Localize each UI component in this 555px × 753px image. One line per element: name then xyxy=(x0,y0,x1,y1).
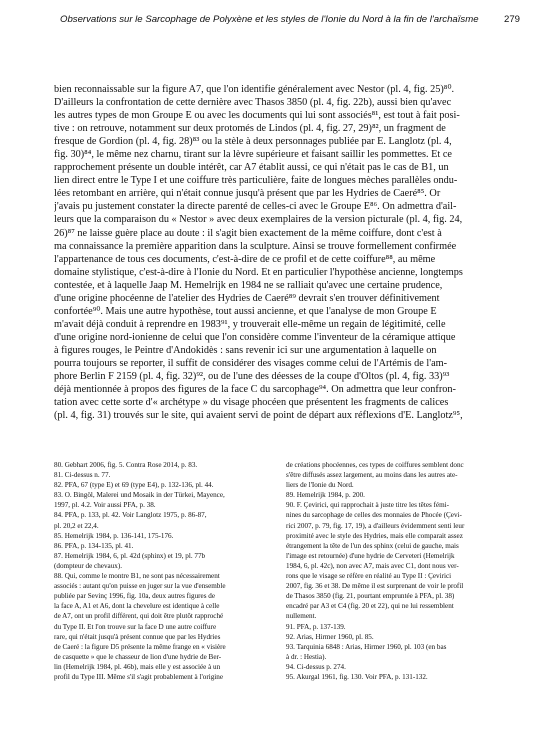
body-line: les autres types de mon Groupe E ou avec les documents qui lui sont associés⁸¹, est tout à fait posi- xyxy=(54,110,460,122)
footnote-line: de A7, ont un profil différent, qui doit être plutôt rapproché xyxy=(54,612,224,621)
footnote-line: lin (Hemelrijk 1984, pl. 46b), mais elle y est associée à un xyxy=(54,662,221,671)
body-line: D'ailleurs la confrontation de cette dernière avec Thasos 3850 (pl. 4, fig. 22b), aussi bien qu'avec xyxy=(54,97,452,109)
footnote-line: du Type II. Et l'on trouve sur la face D une autre coiffure xyxy=(54,622,217,631)
footnote-line: 92. Arias, Hirmer 1960, pl. 85. xyxy=(286,632,374,641)
body-line: tation avec cette sorte d'« archétype » du visage phocéen que présentent les fragments de calices xyxy=(54,397,449,409)
footnote-line: profil du Type III. Même s'il s'agit probablement à l'origine xyxy=(54,672,224,681)
body-line: 26)⁸⁷ ne laisse guère place au doute : il s'agit bien exactement de la même coiffure, dont c'est à xyxy=(54,227,442,239)
body-line: pourra toujours se reporter, il suffit de considérer des visages comme celui de l'Artémis de l'am- xyxy=(54,357,448,369)
footnote-line: 93. Tarquinia 6848 : Arias, Hirmer 1960, pl. 103 (en bas xyxy=(286,642,447,651)
body-line: déjà mentionnée à propos des figures de la face C du sarcophage⁹⁴. On admettra que leur confron- xyxy=(54,384,456,396)
footnote-line: de Thasos 3850 (fig. 21, pourtant empruntée à PFA, pl. 38) xyxy=(286,592,455,601)
footnote-line: 1984, 6, pl. 42c), non avec A7, mais avec C1, dont nous ver- xyxy=(286,561,459,570)
footnote-line: 82. PFA, 67 (type E) et 69 (type E4), p. 132-136, pl. 44. xyxy=(54,481,214,490)
body-line: rapprochement présente un double intérêt, car A7 établit aussi, ce qui n'était pas le cas de B1, un xyxy=(54,162,449,174)
footnote-line: rare, qui n'était jusqu'à présent connue que par les Hydries xyxy=(54,632,221,641)
body-line: ma connaissance la première apparition dans la sculpture. Ainsi se trouve formellement confirmée xyxy=(54,240,457,252)
footnote-line: pl. 20,2 et 22,4. xyxy=(54,521,99,530)
body-line: bien reconnaissable sur la figure A7, que l'on identifie généralement avec Nestor (pl. 4, fig. 25)⁸⁰. xyxy=(54,84,455,95)
footnote-line: l'image est retournée) d'une hydrie de Cerveteri (Hemelrijk xyxy=(286,551,455,560)
footnote-line: publiée par Sevinç 1996, fig. 10a, deux autres figures de xyxy=(54,592,216,601)
body-line: d'une origine phocéenne de l'atelier des Hydries de Caeré⁸⁹ devrait s'en trouver définitivement xyxy=(54,292,440,304)
body-line: lées retombant en arrière, qui n'était connue jusqu'à présent que par les Hydries de Caeré⁸⁵. Or xyxy=(54,188,441,200)
footnote-line: 86. PFA, p. 134-135, pl. 41. xyxy=(54,541,134,550)
body-line: phore Berlin F 2159 (pl. 4, fig. 32)⁹², ou de l'une des déesses de la coupe d'Oltos (pl. 4, fig. 33)⁹³ xyxy=(54,371,450,383)
body-line: à figures rouges, le Peintre d'Andokidès : sans revenir ici sur une argumentation à laquelle on xyxy=(54,344,437,356)
footnote-line: 2007, fig. 36 et 38. De même il est surprenant de voir le profil xyxy=(286,582,464,591)
footnote-line: s'être diffusés assez largement, au moins dans les autres ate- xyxy=(286,471,458,480)
footnote-line: rons que le visage se réfère en réalité au Type II : Çevirici xyxy=(286,572,452,581)
footnote-line: 1997, pl. 4.2. Voir aussi PFA, p. 38. xyxy=(54,501,156,510)
page-number: 279 xyxy=(503,14,520,25)
footnote-line: 83. O. Bingöl, Malerei und Mosaik in der Türkei, Mayence, xyxy=(54,491,225,500)
footnote-line: nullement. xyxy=(286,612,317,621)
footnote-line: 85. Hemelrijk 1984, p. 136-141, 175-176. xyxy=(54,531,174,540)
footnote-line: nines du sarcophage de celles des monnaies de Phocée (Çevi- xyxy=(286,511,462,520)
footnote-line: de créations phocéennes, ces types de coiffures semblent donc xyxy=(286,461,464,469)
body-line: (pl. 4, fig. 31) trouvés sur le site, qui avaient servi de point de départ aux réflexions d'E. Langlotz⁹⁵, xyxy=(54,410,463,422)
body-line: lien direct entre le Type I et une coiffure très particulière, faite de longues mèches parallèles ondu- xyxy=(54,175,458,187)
body-line: j'avais pu justement constater la directe parenté de celles-ci avec le Groupe E⁸⁶. On admettra d'ail- xyxy=(54,201,457,213)
body-line: m'avait déjà conduit à reprendre en 1983⁹¹, y trouverait elle-même un regain de légitimité, celle xyxy=(54,318,446,330)
footnote-line: 88. Qui, comme le montre B1, ne sont pas nécessairement xyxy=(54,572,220,581)
footnote-line: 95. Akurgal 1961, fig. 130. Voir PFA, p. 131-132. xyxy=(286,672,428,681)
running-title: Observations sur le Sarcophage de Polyxène et les styles de l'Ionie du Nord à la fin de l'archaïsme xyxy=(60,14,479,25)
footnote-line: 84. PFA, p. 133, pl. 42. Voir Langlotz 1975, p. 86-87, xyxy=(54,511,207,520)
footnotes-right-column xyxy=(286,460,502,682)
footnote-line: encadré par A3 et C4 (fig. 20 et 22), qui ne lui ressemblent xyxy=(286,602,454,611)
body-line: d'une origine nord-ionienne de celui que l'on considère comme l'inventeur de la céramique attique xyxy=(54,331,456,343)
main-text-block xyxy=(54,83,502,422)
body-line: l'appartenance de tous ces documents, c'est-à-dire de ce profil et de cette coiffure⁸⁸, au même xyxy=(54,253,436,265)
body-line: contestée, et à laquelle Jaap M. Hemelrijk en 1984 ne se ralliait qu'avec une certaine prudence, xyxy=(54,279,443,291)
body-line: tive : on retrouve, notamment sur deux protomés de Lindos (pl. 4, fig. 27, 29)⁸², un fragment de xyxy=(54,123,446,135)
footnote-line: la face A, A1 et A6, dont la chevelure est identique à celle xyxy=(54,602,220,611)
footnotes-left-column xyxy=(54,460,270,682)
footnote-line: 90. F. Çevirici, qui rapprochait à juste titre les têtes fémi- xyxy=(286,501,450,510)
footnote-line: proximité avec le style des Hydries, mais elle comparait assez xyxy=(286,531,463,540)
footnote-line: 87. Hemelrijk 1984, 6, pl. 42d (sphinx) et 19, pl. 77b xyxy=(54,551,206,560)
footnote-line: de casquette » que le chasseur de lion d'une hydrie de Ber- xyxy=(54,652,222,661)
body-line: domaine stylistique, c'est-à-dire à l'Ionie du Nord. Et en particulier l'hypothèse ancienne, longtemps xyxy=(54,266,463,278)
footnote-line: à dr. : Hestia). xyxy=(286,652,327,661)
footnote-line: 91. PFA, p. 137-139. xyxy=(286,622,346,631)
footnote-line: 89. Hemelrijk 1984, p. 200. xyxy=(286,491,365,500)
body-line: fresque de Gordion (pl. 4, fig. 28)⁸³ ou la stèle à deux personnages publiée par E. Langlotz (pl. 4, xyxy=(54,136,452,148)
footnote-line: 94. Ci-dessus p. 274. xyxy=(286,662,346,671)
footnote-line: associés : autant qu'on puisse en juger sur la vue d'ensemble xyxy=(54,582,226,591)
footnote-line: rici 2007, p. 79, fig. 17, 19), a d'ailleurs évidemment senti leur xyxy=(286,521,465,530)
footnote-line: étrangement la tête de l'un des sphinx (celui de gauche, mais xyxy=(286,541,459,550)
footnote-line: (dompteur de chevaux). xyxy=(54,561,123,570)
footnote-line: 80. Gebhart 2006, fig. 5. Contra Rose 2014, p. 83. xyxy=(54,461,198,469)
footnote-line: liers de l'Ionie du Nord. xyxy=(286,481,354,490)
footnote-line: 81. Ci-dessus n. 77. xyxy=(54,471,111,480)
footnote-line: de Caeré : la figure D5 présente la même frange en « visière xyxy=(54,642,226,651)
body-line: leurs que la comparaison du « Nestor » avec deux exemplaires de la version picturale (pl. 4, fig. 24, xyxy=(54,214,463,226)
body-line: fig. 30)⁸⁴, le même nez charnu, tirant sur la lèvre supérieure et faisant saillir les pommettes. Et ce xyxy=(54,149,452,161)
running-header xyxy=(60,14,520,25)
body-line: confortée⁹⁰. Mais une autre hypothèse, tout aussi ancienne, et que l'analyse de mon Groupe E xyxy=(54,305,437,317)
